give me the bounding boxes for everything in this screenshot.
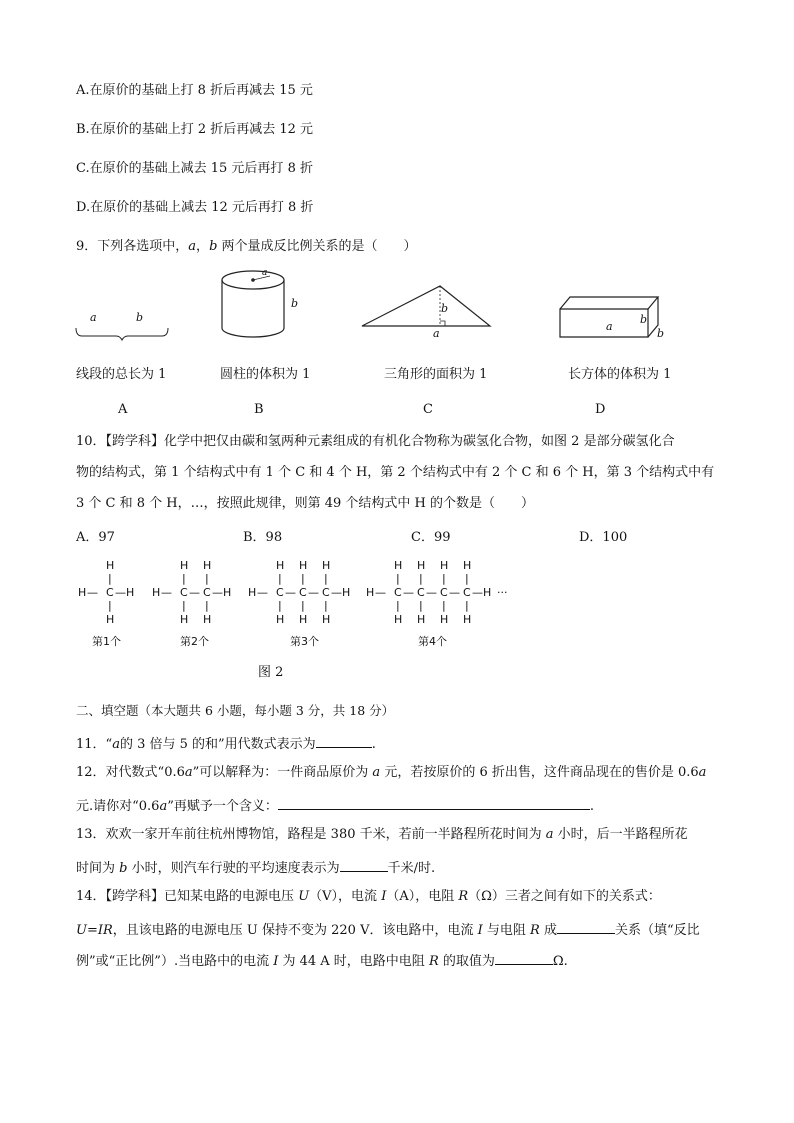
bond-bar: |	[205, 572, 209, 585]
q13-answer-blank	[340, 857, 388, 872]
section2-title: 二、填空题（本大题共 6 小题，每小题 3 分，共 18 分）	[76, 703, 395, 718]
q9-figure-cuboid	[556, 293, 666, 341]
bond-bar: |	[396, 599, 400, 612]
q8-option-b: B.在原价的基础上打 2 折后再减去 12 元	[76, 122, 314, 137]
bond-bar: |	[419, 599, 423, 612]
q11-answer-blank	[316, 733, 372, 748]
h-atom: H	[106, 559, 115, 572]
bond-bar: |	[182, 599, 186, 612]
q12-line-2: 元.请你对“0.6a”再赋予一个含义： .	[76, 795, 594, 816]
q9-caption-c: 三角形的面积为 1	[384, 367, 488, 382]
q12-line-1: 12．对代数式“0.6a”可以解释为：一件商品原价为 a 元，若按原价的 6 折出售，这件商品现在的售价是 0.6a	[76, 765, 707, 780]
q10-figure-caption: 图 2	[258, 665, 284, 680]
q10-option-d: D．100	[579, 530, 628, 545]
h-atom: H	[203, 613, 212, 626]
bond-dash: —	[189, 586, 200, 599]
h-atom: H	[223, 586, 232, 599]
h-atom: H	[248, 586, 257, 599]
bond-bar: |	[301, 572, 305, 585]
h-atom: H	[203, 559, 212, 572]
bond-dash: —	[257, 586, 268, 599]
bond-bar: |	[324, 572, 328, 585]
q8-option-d: D.在原价的基础上减去 12 元后再打 8 折	[76, 200, 314, 215]
c-atom: C	[417, 586, 425, 599]
q10-line-2: 物的结构式，第 1 个结构式中有 1 个 C 和 4 个 H，第 2 个结构式中有 2 个 C 和 6 个 H，第 3 个结构式中有	[76, 465, 715, 480]
q9-figure-cylinder	[215, 268, 295, 343]
q9-d-label-b2: b	[657, 327, 665, 340]
c-atom: C	[440, 586, 448, 599]
q9-letter-b: B	[254, 402, 264, 417]
bond-dash: —	[472, 586, 483, 599]
bond-dash: —	[212, 586, 223, 599]
c-atom: C	[299, 586, 307, 599]
h-atom: H	[394, 613, 403, 626]
q10-option-b: B．98	[243, 530, 283, 545]
q9-letter-d: D	[595, 402, 606, 417]
bond-bar: |	[278, 599, 282, 612]
q14-relation-blank	[557, 919, 615, 934]
c-atom: C	[203, 586, 211, 599]
h-atom: H	[417, 613, 426, 626]
structure-caption-4: 第4个	[418, 635, 447, 648]
bond-bar: |	[442, 599, 446, 612]
c-atom: C	[106, 586, 114, 599]
bond-bar: |	[465, 572, 469, 585]
q9-a-label-a: a	[90, 311, 97, 324]
bond-dash: —	[161, 586, 172, 599]
h-atom: H	[322, 559, 331, 572]
q9-caption-d: 长方体的体积为 1	[568, 367, 672, 382]
bond-bar: |	[108, 572, 112, 585]
q8-option-a: A.在原价的基础上打 8 折后再减去 15 元	[76, 83, 313, 98]
h-atom: H	[299, 559, 308, 572]
bond-dash: —	[308, 586, 319, 599]
bond-dash: —	[115, 586, 126, 599]
h-atom: H	[366, 586, 375, 599]
bond-dash: —	[331, 586, 342, 599]
structure-caption-1: 第1个	[92, 635, 121, 648]
structure-caption-3: 第3个	[290, 635, 319, 648]
q9-d-label-b1: b	[640, 313, 648, 326]
c-atom: C	[394, 586, 402, 599]
bond-dash: —	[403, 586, 414, 599]
structure-caption-2: 第2个	[180, 635, 209, 648]
q9-caption-b: 圆柱的体积为 1	[220, 367, 311, 382]
h-atom: H	[276, 613, 285, 626]
h-atom: H	[276, 559, 285, 572]
q9-c-label-b: b	[441, 302, 449, 315]
c-atom: C	[322, 586, 330, 599]
q9-letter-c: C	[423, 402, 433, 417]
bond-bar: |	[301, 599, 305, 612]
h-atom: H	[180, 613, 189, 626]
q9-b-label-a: a	[262, 268, 268, 278]
bond-bar: |	[205, 599, 209, 612]
q9-caption-a: 线段的总长为 1	[76, 367, 167, 382]
h-atom: H	[106, 613, 115, 626]
ellipsis: ···	[497, 586, 508, 599]
bond-bar: |	[324, 599, 328, 612]
c-atom: C	[180, 586, 188, 599]
q14-line-3: 例”或“正比例”）.当电路中的电流 I 为 44 A 时，电路中电阻 R 的取值为 Ω.	[76, 950, 568, 971]
q9-d-label-a: a	[606, 320, 613, 333]
h-atom: H	[342, 586, 351, 599]
h-atom: H	[440, 559, 449, 572]
bond-dash: —	[426, 586, 437, 599]
c-atom: C	[276, 586, 284, 599]
bond-dash: —	[449, 586, 460, 599]
q9-a-label-b: b	[136, 311, 144, 324]
bond-bar: |	[442, 572, 446, 585]
bond-bar: |	[108, 599, 112, 612]
q10-line-1: 10．【跨学科】化学中把仅由碳和氢两种元素组成的有机化合物称为碳氢化合物，如图 2 是部分碳氢化合	[76, 434, 675, 449]
q14-value-blank	[495, 950, 553, 965]
bond-bar: |	[396, 572, 400, 585]
h-atom: H	[483, 586, 492, 599]
h-atom: H	[322, 613, 331, 626]
bond-dash: —	[285, 586, 296, 599]
bond-bar: |	[182, 572, 186, 585]
h-atom: H	[299, 613, 308, 626]
h-atom: H	[180, 559, 189, 572]
q14-line-2: U=IR，且该电路的电源电压 U 保持不变为 220 V．该电路中，电流 I 与电阻 R 成 关系（填“反比	[76, 919, 700, 940]
q8-option-c: C.在原价的基础上减去 15 元后再打 8 折	[76, 161, 313, 176]
q9-figure-segment	[72, 306, 172, 344]
h-atom: H	[463, 613, 472, 626]
q13-line-1: 13．欢欢一家开车前往杭州博物馆，路程是 380 千米，若前一半路程所花时间为 a 小时，后一半路程所花	[76, 827, 688, 842]
bond-bar: |	[278, 572, 282, 585]
q11: 11．“a的 3 倍与 5 的和”用代数式表示为 .	[76, 733, 376, 754]
bond-bar: |	[465, 599, 469, 612]
h-atom: H	[394, 559, 403, 572]
q10-option-c: C．99	[411, 530, 451, 545]
h-atom: H	[463, 559, 472, 572]
h-atom: H	[417, 559, 426, 572]
h-atom: H	[126, 586, 135, 599]
q14-line-1: 14．【跨学科】已知某电路的电源电压 U（V），电流 I（A），电阻 R（Ω）三者之间有如下的关系式：	[76, 889, 661, 904]
h-atom: H	[440, 613, 449, 626]
h-atom: H	[152, 586, 161, 599]
q9-b-label-b: b	[291, 297, 299, 310]
q13-line-2: 时间为 b 小时，则汽车行驶的平均速度表示为 千米/时.	[76, 857, 435, 878]
q9-figure-triangle	[360, 282, 494, 330]
h-atom: H	[78, 586, 87, 599]
c-atom: C	[463, 586, 471, 599]
q10-option-a: A．97	[76, 530, 115, 545]
q10-line-3: 3 个 C 和 8 个 H，…，按照此规律，则第 49 个结构式中 H 的个数是（ ）	[76, 496, 535, 511]
bond-dash: —	[375, 586, 386, 599]
q9-c-label-a: a	[433, 327, 440, 340]
q9-stem: 9．下列各选项中，a，b 两个量成反比例关系的是（ ）	[76, 239, 417, 254]
q9-letter-a: A	[118, 402, 128, 417]
bond-dash: —	[87, 586, 98, 599]
q12-answer-blank	[278, 795, 590, 810]
bond-bar: |	[419, 572, 423, 585]
